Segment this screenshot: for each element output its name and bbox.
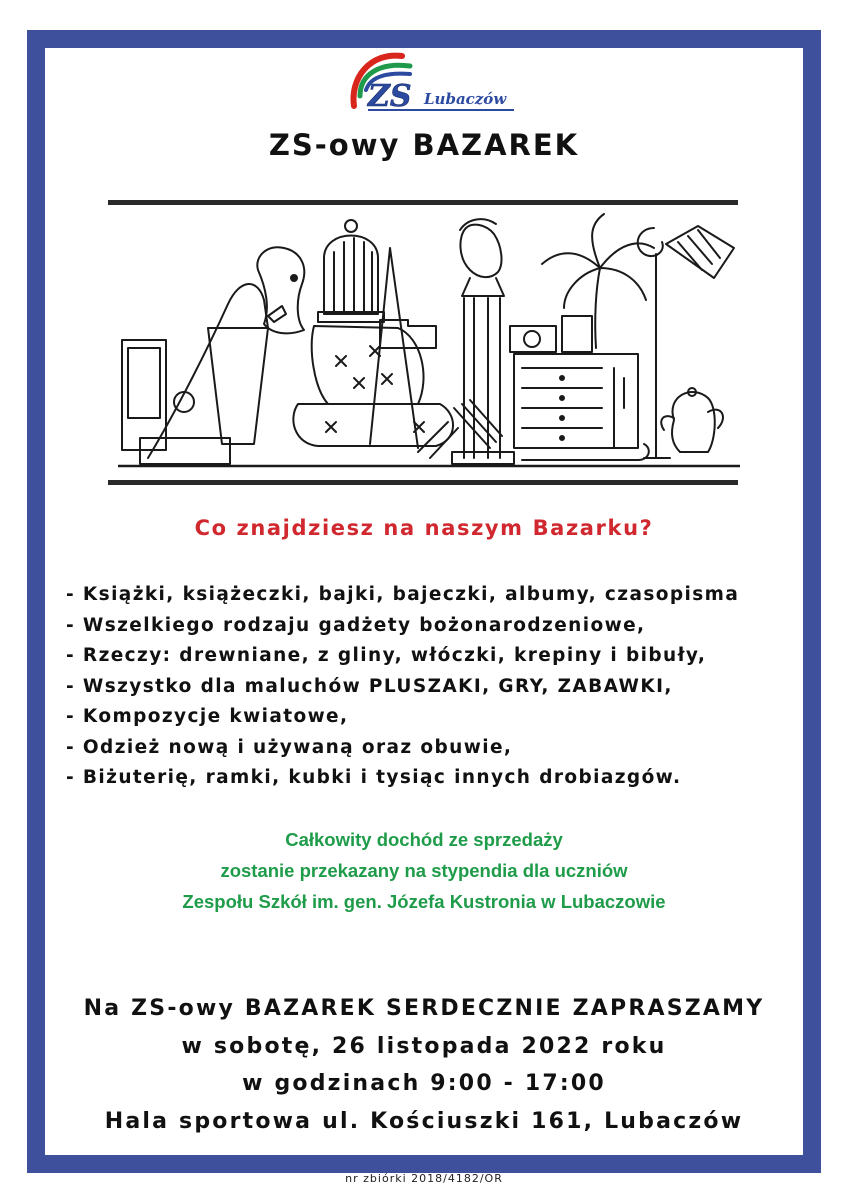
list-item: - Wszystko dla maluchów PLUSZAKI, GRY, ZABAWKI, — [66, 675, 673, 697]
list-item: - Wszelkiego rodzaju gadżety bożonarodzeniowe, — [66, 614, 646, 636]
logo-main-text: ZS — [368, 79, 412, 112]
items-list — [66, 580, 739, 794]
logo-sub-text: Lubaczów — [424, 90, 507, 108]
list-item: - Rzeczy: drewniane, z gliny, włóczki, krepiny i bibuły, — [66, 645, 707, 666]
top-divider — [108, 200, 738, 205]
list-item: - Odzież nową i używaną oraz obuwie, — [66, 736, 513, 758]
section-question: Co znajdziesz na naszym Bazarku? — [194, 516, 654, 540]
collection-number: nr zbiórki 2018/4182/OR — [345, 1172, 503, 1185]
donation-line: zostanie przekazany na stypendia dla uczniów — [220, 860, 628, 881]
donation-line: Zespołu Szkół im. gen. Józefa Kustronia w Lubaczowie — [182, 891, 666, 912]
invitation-block — [0, 990, 848, 1140]
poster-title: ZS-owy BAZAREK — [268, 128, 580, 162]
list-item: - Kompozycje kwiatowe, — [66, 706, 349, 727]
invitation-date: w sobotę, 26 listopada 2022 roku — [181, 1033, 667, 1059]
invitation-line: Na ZS-owy BAZAREK SERDECZNIE ZAPRASZAMY — [83, 996, 765, 1021]
list-item: - Książki, książeczki, bajki, bajeczki, albumy, czasopisma — [66, 584, 740, 605]
school-logo — [344, 48, 520, 112]
list-item: - Biżuterię, ramki, kubki i tysiąc innych drobiazgów. — [66, 767, 682, 788]
invitation-hours: w godzinach 9:00 - 17:00 — [242, 1071, 606, 1096]
invitation-location: Hala sportowa ul. Kościuszki 161, Lubaczów — [104, 1108, 744, 1134]
bottom-divider — [108, 480, 738, 485]
donation-line: Całkowity dochód ze sprzedaży — [285, 829, 563, 850]
bazaar-illustration — [118, 208, 740, 470]
donation-note — [0, 824, 848, 917]
